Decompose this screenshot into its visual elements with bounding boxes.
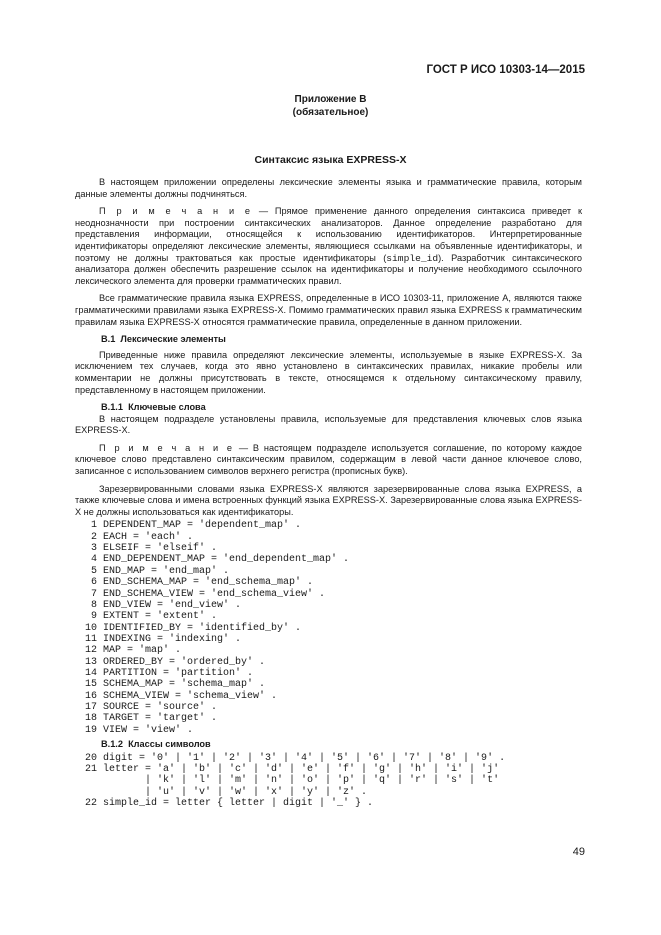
rule-text: SOURCE = 'source' . xyxy=(103,701,218,713)
syntax-rule xyxy=(75,753,582,764)
intro-paragraph: В настоящем приложении определены лексические элементы языка и грамматические правила, которым данные элементы должны подчиняться. xyxy=(75,177,582,199)
rule-text: IDENTIFIED_BY = 'identified_by' . xyxy=(103,622,302,634)
syntax-rule xyxy=(75,566,582,577)
annex-label: Приложение В xyxy=(294,94,367,105)
rule-number: 16 xyxy=(84,690,97,702)
rule-number: 8 xyxy=(90,599,97,611)
annex-status: (обязательное) xyxy=(292,107,369,118)
rule-text: letter = 'a' | 'b' | 'c' | 'd' | 'e' | 'f' | 'g' | 'h' | 'i' | 'j' xyxy=(103,763,500,775)
document-body xyxy=(75,177,582,809)
section-title: Ключевые слова xyxy=(128,402,206,413)
rule-text: SCHEMA_MAP = 'schema_map' . xyxy=(103,679,266,691)
rule-text: END_DEPENDENT_MAP = 'end_dependent_map' . xyxy=(103,554,350,566)
syntax-rule xyxy=(75,577,582,588)
note-text: — В настоящем подразделе используется соглашение, по которому каждое ключевое слово представлено синтаксическим правилом, содержащим в левой части данное ключевое слово, записанное с использованием символов верхнего регистра (прописных букв). xyxy=(75,442,582,477)
syntax-rule xyxy=(75,589,582,600)
rule-text: DEPENDENT_MAP = 'dependent_map' . xyxy=(103,520,302,532)
annex-heading xyxy=(0,93,661,119)
section-heading-b12 xyxy=(101,739,582,751)
syntax-rule xyxy=(75,713,582,724)
rule-text: MAP = 'map' . xyxy=(103,645,182,657)
rule-text: simple_id = letter { letter | digit | '_' } . xyxy=(103,797,374,809)
rule-number: 18 xyxy=(84,713,97,725)
section-heading-b1 xyxy=(101,334,582,346)
rule-number: 5 xyxy=(90,565,97,577)
syntax-rule xyxy=(75,798,582,809)
rule-number: 3 xyxy=(90,543,97,555)
rule-number: 6 xyxy=(90,577,97,589)
syntax-rule xyxy=(75,520,582,531)
rule-text: END_VIEW = 'end_view' . xyxy=(103,599,242,611)
keyword-rules-list xyxy=(75,520,582,736)
note-text: — Прямое применение данного определения синтаксиса приведет к неоднозначности при построении синтаксических анализаторов. Данное определение разработано для представления информации, относящейся к использованию идентификаторов. Интерпретированные идентификаторы определяют лексические элементы, являющиеся ссылками на объявленные идентификаторы, и поэтому не должны трактоваться как простые идентификаторы ( xyxy=(75,206,582,263)
rule-text: | 'u' | 'v' | 'w' | 'x' | 'y' | 'z' . xyxy=(103,786,368,798)
note-label: П р и м е ч а н и е xyxy=(99,442,235,453)
section-title: Лексические элементы xyxy=(120,334,226,345)
reserved-paragraph: Зарезервированными словами языка EXPRESS-X являются зарезервированные слова языка EXPRESS, а также ключевые слова и имена встроенных функций языка EXPRESS-X. Зарезервированные слова языка EXPRESS-X не должны использоваться как идентификаторы. xyxy=(75,483,582,517)
rule-number: 7 xyxy=(90,588,97,600)
lexical-paragraph: Приведенные ниже правила определяют лексические элементы, используемые в языке EXPRESS-X. За исключением тех случаев, когда это явно установлено в синтаксических правилах, никакие пробелы или комментарии не должны присутствовать в тексте, относящемся к отдельному синтаксическому правилу, представленному в настоящем приложении. xyxy=(75,349,582,395)
syntax-rule xyxy=(75,764,582,775)
rule-number: 10 xyxy=(84,622,97,634)
rule-number: 1 xyxy=(90,520,97,532)
section-heading-b11 xyxy=(101,402,582,414)
rule-number: 21 xyxy=(84,763,97,775)
rule-number: 17 xyxy=(84,701,97,713)
note-text-cont: ). Разработчик синтаксического анализатора должен обеспечить разрешение ссылок на идентификаторы и получение необходимого ссылочного лексического элемента для проверки грамматических правил. xyxy=(75,252,583,286)
rule-text: VIEW = 'view' . xyxy=(103,724,194,736)
rule-text: END_SCHEMA_MAP = 'end_schema_map' . xyxy=(103,577,314,589)
rule-text: END_MAP = 'end_map' . xyxy=(103,565,230,577)
syntax-rule xyxy=(75,532,582,543)
syntax-rule xyxy=(75,691,582,702)
rule-number: 19 xyxy=(84,724,97,736)
syntax-rule xyxy=(75,634,582,645)
syntax-rule xyxy=(75,787,582,798)
section-number: B.1 xyxy=(101,334,116,345)
rule-text: SCHEMA_VIEW = 'schema_view' . xyxy=(103,690,278,702)
rule-text: PARTITION = 'partition' . xyxy=(103,667,254,679)
page-number: 49 xyxy=(572,846,585,858)
annex-title: Синтаксис языка EXPRESS-X xyxy=(254,154,407,166)
document-header: ГОСТ Р ИСО 10303-14—2015 xyxy=(426,64,585,76)
section-number: B.1.1 xyxy=(101,402,123,413)
section-title: Классы символов xyxy=(128,738,211,749)
syntax-rule xyxy=(75,543,582,554)
syntax-rule xyxy=(75,554,582,565)
keywords-paragraph: В настоящем подразделе установлены правила, используемые для представления ключевых слов языка EXPRESS-X. xyxy=(75,413,582,436)
rule-number: 4 xyxy=(90,554,97,566)
rule-number: 2 xyxy=(90,531,97,543)
syntax-rule xyxy=(75,645,582,656)
rules-paragraph: Все грамматические правила языка EXPRESS, определенные в ИСО 10303-11, приложение А, являются также грамматическими правилами языка EXPRESS-X. Помимо грамматических правил языка EXPRESS к грамматическим правилам языка EXPRESS-X относятся грамматические правила, определенные в данном приложении. xyxy=(75,293,582,327)
syntax-rule xyxy=(75,775,582,786)
rule-text: digit = '0' | '1' | '2' | '3' | '4' | '5' | '6' | '7' | '8' | '9' . xyxy=(103,752,506,764)
syntax-rule xyxy=(75,702,582,713)
char-class-rules-list xyxy=(75,753,582,810)
note-code: simple_id xyxy=(386,252,439,264)
note-paragraph xyxy=(75,206,582,287)
rule-text: EACH = 'each' . xyxy=(103,531,194,543)
rule-text: INDEXING = 'indexing' . xyxy=(103,633,242,645)
syntax-rule xyxy=(75,611,582,622)
rule-number: 15 xyxy=(84,679,97,691)
rule-number: 9 xyxy=(90,611,97,623)
syntax-rule xyxy=(75,623,582,634)
rule-text: EXTENT = 'extent' . xyxy=(103,611,218,623)
note-paragraph xyxy=(75,443,582,478)
rule-text: TARGET = 'target' . xyxy=(103,713,218,725)
rule-number: 12 xyxy=(84,645,97,657)
rule-text: END_SCHEMA_VIEW = 'end_schema_view' . xyxy=(103,588,326,600)
rule-number: 22 xyxy=(84,797,97,809)
rule-number: 13 xyxy=(84,656,97,668)
syntax-rule xyxy=(75,668,582,679)
syntax-rule xyxy=(75,657,582,668)
section-number: B.1.2 xyxy=(101,738,123,749)
syntax-rule xyxy=(75,725,582,736)
rule-number: 11 xyxy=(84,633,97,645)
rule-number: 20 xyxy=(84,752,97,764)
rule-text: ORDERED_BY = 'ordered_by' . xyxy=(103,656,266,668)
rule-text: ELSEIF = 'elseif' . xyxy=(103,543,218,555)
syntax-rule xyxy=(75,600,582,611)
syntax-rule xyxy=(75,679,582,690)
rule-text: | 'k' | 'l' | 'm' | 'n' | 'o' | 'p' | 'q' | 'r' | 's' | 't' xyxy=(103,775,500,787)
note-label: П р и м е ч а н и е xyxy=(99,206,253,217)
rule-number: 14 xyxy=(84,667,97,679)
